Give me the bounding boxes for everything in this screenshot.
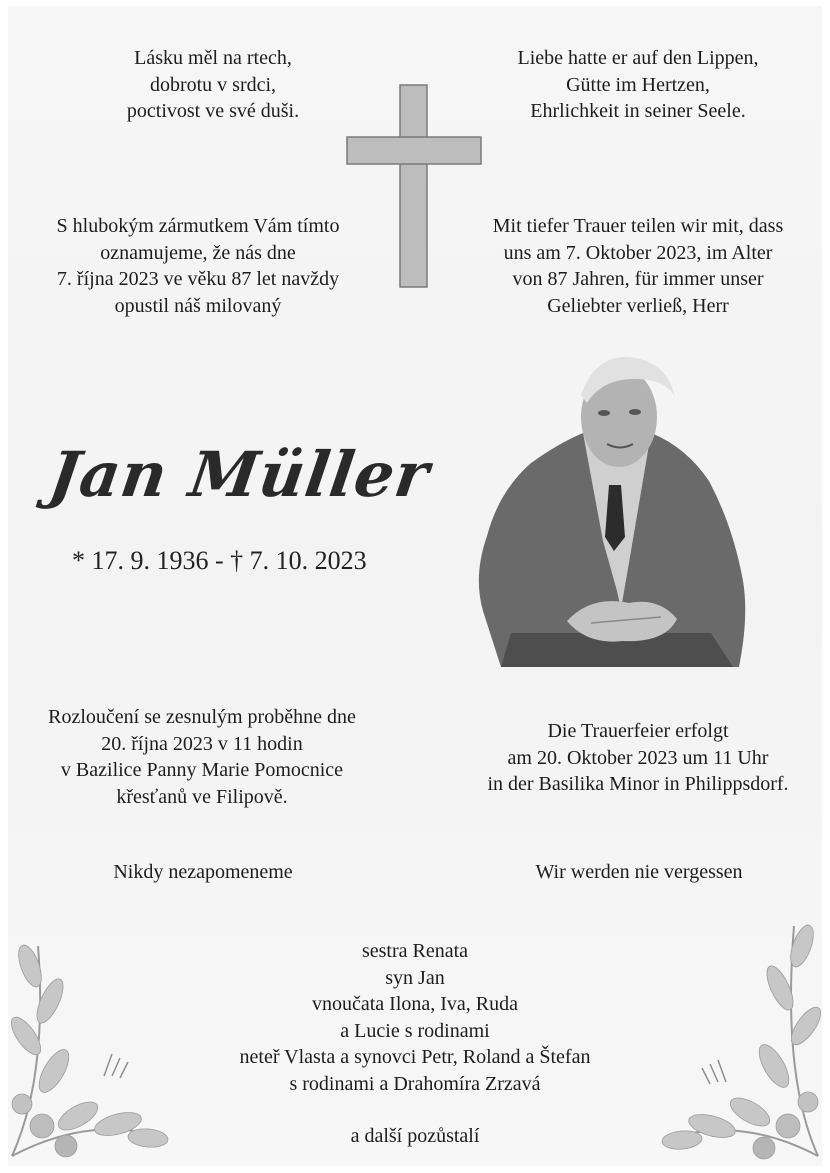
farewell-czech-line: Rozloučení se zesnulým proběhne dne bbox=[48, 706, 356, 728]
verse-german-line: Liebe hatte er auf den Lippen, bbox=[517, 47, 759, 69]
mourner-line: vnoučata Ilona, Iva, Ruda bbox=[311, 993, 519, 1015]
verse-german bbox=[478, 45, 798, 125]
mourner-line: s rodinami a Drahomíra Zrzavá bbox=[289, 1072, 541, 1095]
never-forget-czech-text: Nikdy nezapomeneme bbox=[113, 861, 293, 883]
never-forget-czech bbox=[68, 859, 338, 886]
mourner-line: a Lucie s rodinami bbox=[340, 1019, 490, 1042]
farewell-german-line: Die Trauerfeier erfolgt bbox=[547, 720, 729, 742]
announcement-czech bbox=[28, 213, 368, 319]
portrait-photo bbox=[471, 351, 749, 667]
obituary-page bbox=[8, 6, 822, 1166]
announcement-czech-line: oznamujeme, že nás dne bbox=[100, 241, 296, 264]
announcement-czech-line: S hlubokým zármutkem Vám tímto bbox=[56, 215, 340, 237]
announcement-czech-line: 7. října 2023 ve věku 87 let navždy bbox=[56, 268, 340, 290]
mourner-line: syn Jan bbox=[385, 966, 445, 989]
verse-german-line: Gütte im Hertzen, bbox=[566, 73, 710, 96]
mourner-line: neteř Vlasta a synovci Petr, Roland a Štefan bbox=[239, 1046, 591, 1068]
life-dates: * 17. 9. 1936 - † 7. 10. 2023 bbox=[72, 546, 367, 575]
farewell-czech-line: 20. října 2023 v 11 hodin bbox=[101, 732, 303, 755]
mourners-closing bbox=[215, 1123, 615, 1150]
never-forget-german-text: Wir werden nie vergessen bbox=[535, 861, 743, 883]
farewell-czech-line: křesťanů ve Filipově. bbox=[116, 785, 288, 808]
announcement-german bbox=[466, 213, 810, 319]
mourners-list bbox=[215, 938, 615, 1097]
verse-czech bbox=[63, 45, 363, 125]
announcement-german-line: uns am 7. Oktober 2023, im Alter bbox=[503, 241, 773, 264]
announcement-german-line: Geliebter verließ, Herr bbox=[547, 294, 729, 317]
verse-czech-line: poctivost ve své duši. bbox=[126, 100, 300, 122]
verse-czech-line: Lásku měl na rtech, bbox=[134, 47, 292, 69]
farewell-german bbox=[464, 718, 812, 798]
announcement-german-line: Mit tiefer Trauer teilen wir mit, dass bbox=[492, 215, 784, 237]
deceased-name: Jan Müller bbox=[44, 438, 435, 511]
verse-german-line: Ehrlichkeit in seiner Seele. bbox=[530, 100, 746, 122]
verse-czech-line: dobrotu v srdci, bbox=[149, 73, 277, 96]
leaf-decoration-left bbox=[8, 906, 208, 1166]
farewell-german-line: in der Basilika Minor in Philippsdorf. bbox=[487, 773, 789, 795]
never-forget-german bbox=[504, 859, 774, 886]
farewell-czech bbox=[22, 704, 382, 810]
leaf-decoration-right bbox=[622, 906, 822, 1166]
farewell-german-line: am 20. Oktober 2023 um 11 Uhr bbox=[507, 746, 769, 769]
mourners-closing-text: a další pozůstalí bbox=[350, 1125, 480, 1147]
mourner-line: sestra Renata bbox=[361, 940, 469, 962]
farewell-czech-line: v Bazilice Panny Marie Pomocnice bbox=[60, 759, 344, 781]
announcement-german-line: von 87 Jahren, für immer unser bbox=[512, 268, 764, 290]
announcement-czech-line: opustil náš milovaný bbox=[114, 294, 282, 317]
